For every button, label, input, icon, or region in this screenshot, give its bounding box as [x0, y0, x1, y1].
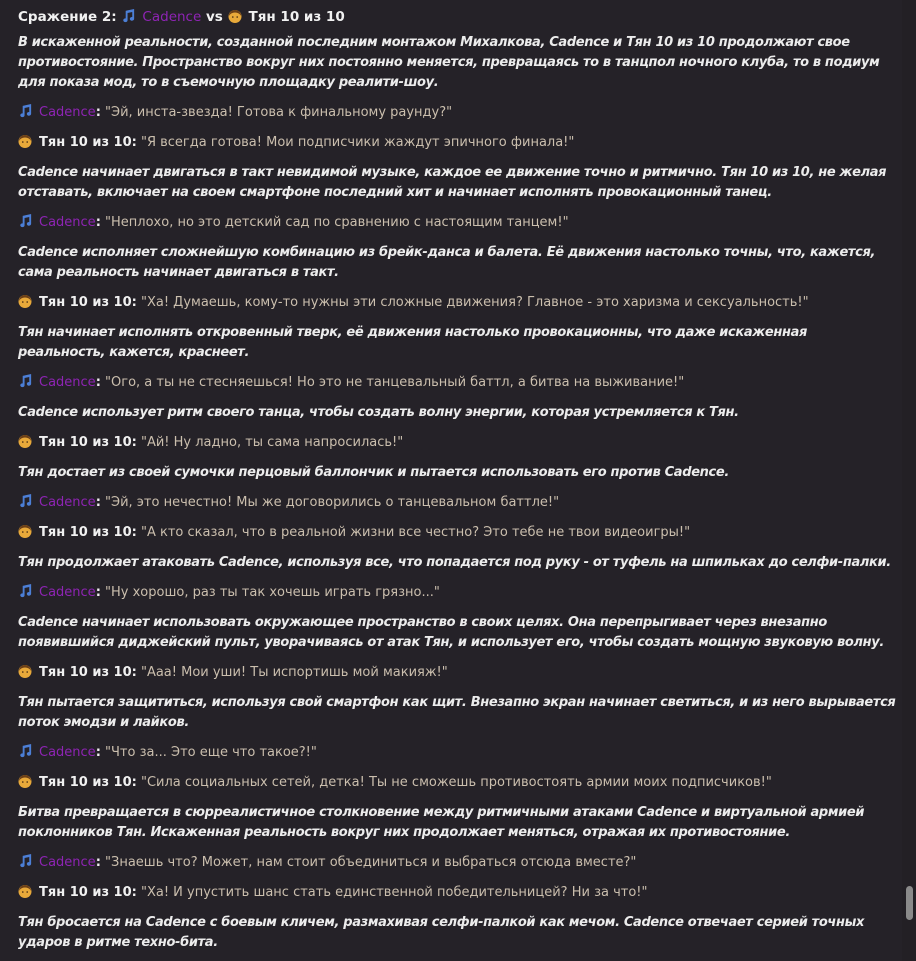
speaker-colon: : [95, 215, 101, 230]
vs-label: vs [205, 9, 223, 25]
speaker-name: Тян 10 из 10: [39, 435, 137, 450]
cadence-name: Cadence [142, 9, 202, 25]
narration-paragraph: Тян начинает исполнять откровенный тверк, её движения настолько провокационны, что даже искаженная реальность, кажется, краснеет. [18, 325, 808, 360]
dialogue-text: "Неплохо, но это детский сад по сравнению с настоящим танцем!" [105, 215, 569, 230]
person-icon [18, 434, 32, 448]
musical-note-icon [121, 8, 136, 23]
narration-paragraph: Cadence исполняет сложнейшую комбинацию из брейк-данса и балета. Её движения настолько точны, что, кажется, сама реальность начинает двигаться в такт. [18, 245, 876, 280]
speaker-colon: : [95, 585, 101, 600]
narration-paragraph: Тян бросается на Cadence с боевым кличем, размахивая селфи-палкой как мечом. Cadence отвечает серией точных ударов в ритме техно-бита. [18, 915, 865, 950]
narration-paragraph: Тян пытается защититься, используя свой смартфон как щит. Внезапно экран начинает светиться, и из него вырывается поток эмодзи и лайков. [18, 695, 896, 730]
scrollbar-track[interactable] [902, 0, 916, 961]
tyan-name: Тян 10 из 10 [248, 9, 345, 25]
musical-note-icon [18, 853, 33, 868]
person-icon [18, 664, 32, 678]
dialogue-text: "Что за... Это еще что такое?!" [105, 745, 317, 760]
speaker-colon: : [95, 495, 101, 510]
dialogue-text: "Я всегда готова! Мои подписчики жаждут эпичного финала!" [140, 135, 575, 150]
speaker-colon: : [95, 855, 101, 870]
dialogue-text: "А кто сказал, что в реальной жизни все честно? Это тебе не твои видеоигры!" [140, 525, 691, 540]
chat-message [18, 6, 898, 961]
cadence-line [18, 853, 898, 873]
tyan-line [18, 663, 898, 683]
tyan-line [18, 433, 898, 453]
speaker-name: Тян 10 из 10: [39, 665, 137, 680]
musical-note-icon [18, 743, 33, 758]
speaker-name: Тян 10 из 10: [39, 135, 137, 150]
musical-note-icon [18, 373, 33, 388]
dialogue-text: "Ха! Думаешь, кому-то нужны эти сложные движения? Главное - это харизма и сексуальность!" [140, 295, 809, 310]
battle-title: Сражение 2: [18, 9, 117, 25]
dialogue-text: "Эй, это нечестно! Мы же договорились о танцевальном баттле!" [105, 495, 560, 510]
tyan-line [18, 293, 898, 313]
person-icon [18, 524, 32, 538]
dialogue-log [18, 33, 898, 953]
musical-note-icon [18, 213, 33, 228]
speaker-name: Cadence [39, 745, 96, 760]
speaker-name: Тян 10 из 10: [39, 295, 137, 310]
dialogue-text: "Ну хорошо, раз ты так хочешь играть грязно..." [105, 585, 440, 600]
speaker-name: Cadence [39, 375, 96, 390]
dialogue-text: "Ааа! Мои уши! Ты испортишь мой макияж!" [140, 665, 448, 680]
speaker-name: Cadence [39, 105, 96, 120]
narration-paragraph: Cadence использует ритм своего танца, чтобы создать волну энергии, которая устремляется к Тян. [18, 405, 739, 420]
cadence-line [18, 743, 898, 763]
narration-paragraph: Битва превращается в сюрреалистичное столкновение между ритмичными атаками Cadence и виртуальной армией поклонников Тян. Искаженная реальность вокруг них продолжает меняться, отражая их противостояние. [18, 805, 865, 840]
narration-paragraph: Cadence начинает использовать окружающее пространство в своих целях. Она перепрыгивает через внезапно появившийся диджейский пульт, уворачиваясь от атак Тян, и использует его, чтобы создать мощную звуковую волну. [18, 615, 884, 650]
cadence-line [18, 373, 898, 393]
dialogue-text: "Знаешь что? Может, нам стоит объединиться и выбраться отсюда вместе?" [105, 855, 637, 870]
tyan-line [18, 883, 898, 903]
speaker-name: Cadence [39, 855, 96, 870]
narration-paragraph: Тян продолжает атаковать Cadence, используя все, что попадается под руку - от туфель на шпильках до селфи-палки. [18, 555, 891, 570]
person-icon [18, 294, 32, 308]
scrollbar-thumb[interactable] [906, 886, 913, 920]
musical-note-icon [18, 583, 33, 598]
dialogue-text: "Эй, инста-звезда! Готова к финальному раунду?" [105, 105, 453, 120]
speaker-name: Cadence [39, 495, 96, 510]
person-icon [228, 8, 242, 22]
speaker-name: Тян 10 из 10: [39, 525, 137, 540]
cadence-line [18, 213, 898, 233]
dialogue-text: "Сила социальных сетей, детка! Ты не сможешь противостоять армии моих подписчиков!" [140, 775, 772, 790]
person-icon [18, 774, 32, 788]
speaker-name: Тян 10 из 10: [39, 885, 137, 900]
tyan-line [18, 773, 898, 793]
speaker-colon: : [95, 375, 101, 390]
cadence-line [18, 493, 898, 513]
narration-paragraph: Тян достает из своей сумочки перцовый баллончик и пытается использовать его против Cadence. [18, 465, 729, 480]
speaker-name: Cadence [39, 585, 96, 600]
cadence-line [18, 103, 898, 123]
person-icon [18, 134, 32, 148]
tyan-line [18, 523, 898, 543]
cadence-line [18, 583, 898, 603]
speaker-name: Cadence [39, 215, 96, 230]
musical-note-icon [18, 103, 33, 118]
dialogue-text: "Ого, а ты не стесняешься! Но это не танцевальный баттл, а битва на выживание!" [105, 375, 685, 390]
narration-paragraph: Cadence начинает двигаться в такт невидимой музыке, каждое ее движение точно и ритмично. Тян 10 из 10, не желая отставать, включает на своем смартфоне последний хит и начинает исполнять провокационный танец. [18, 165, 887, 200]
battle-heading [18, 6, 898, 28]
speaker-name: Тян 10 из 10: [39, 775, 137, 790]
speaker-colon: : [95, 105, 101, 120]
tyan-line [18, 133, 898, 153]
dialogue-text: "Ай! Ну ладно, ты сама напросилась!" [140, 435, 404, 450]
dialogue-text: "Ха! И упустить шанс стать единственной победительницей? Ни за что!" [140, 885, 648, 900]
musical-note-icon [18, 493, 33, 508]
speaker-colon: : [95, 745, 101, 760]
person-icon [18, 884, 32, 898]
narration-paragraph: В искаженной реальности, созданной последним монтажом Михалкова, Cadence и Тян 10 из 10 продолжают свое противостояние. Пространство вокруг них постоянно меняется, превращаясь то в танцпол ночного клуба, то в подиум для показа мод, то в съемочную площадку реалити-шоу. [18, 35, 880, 90]
